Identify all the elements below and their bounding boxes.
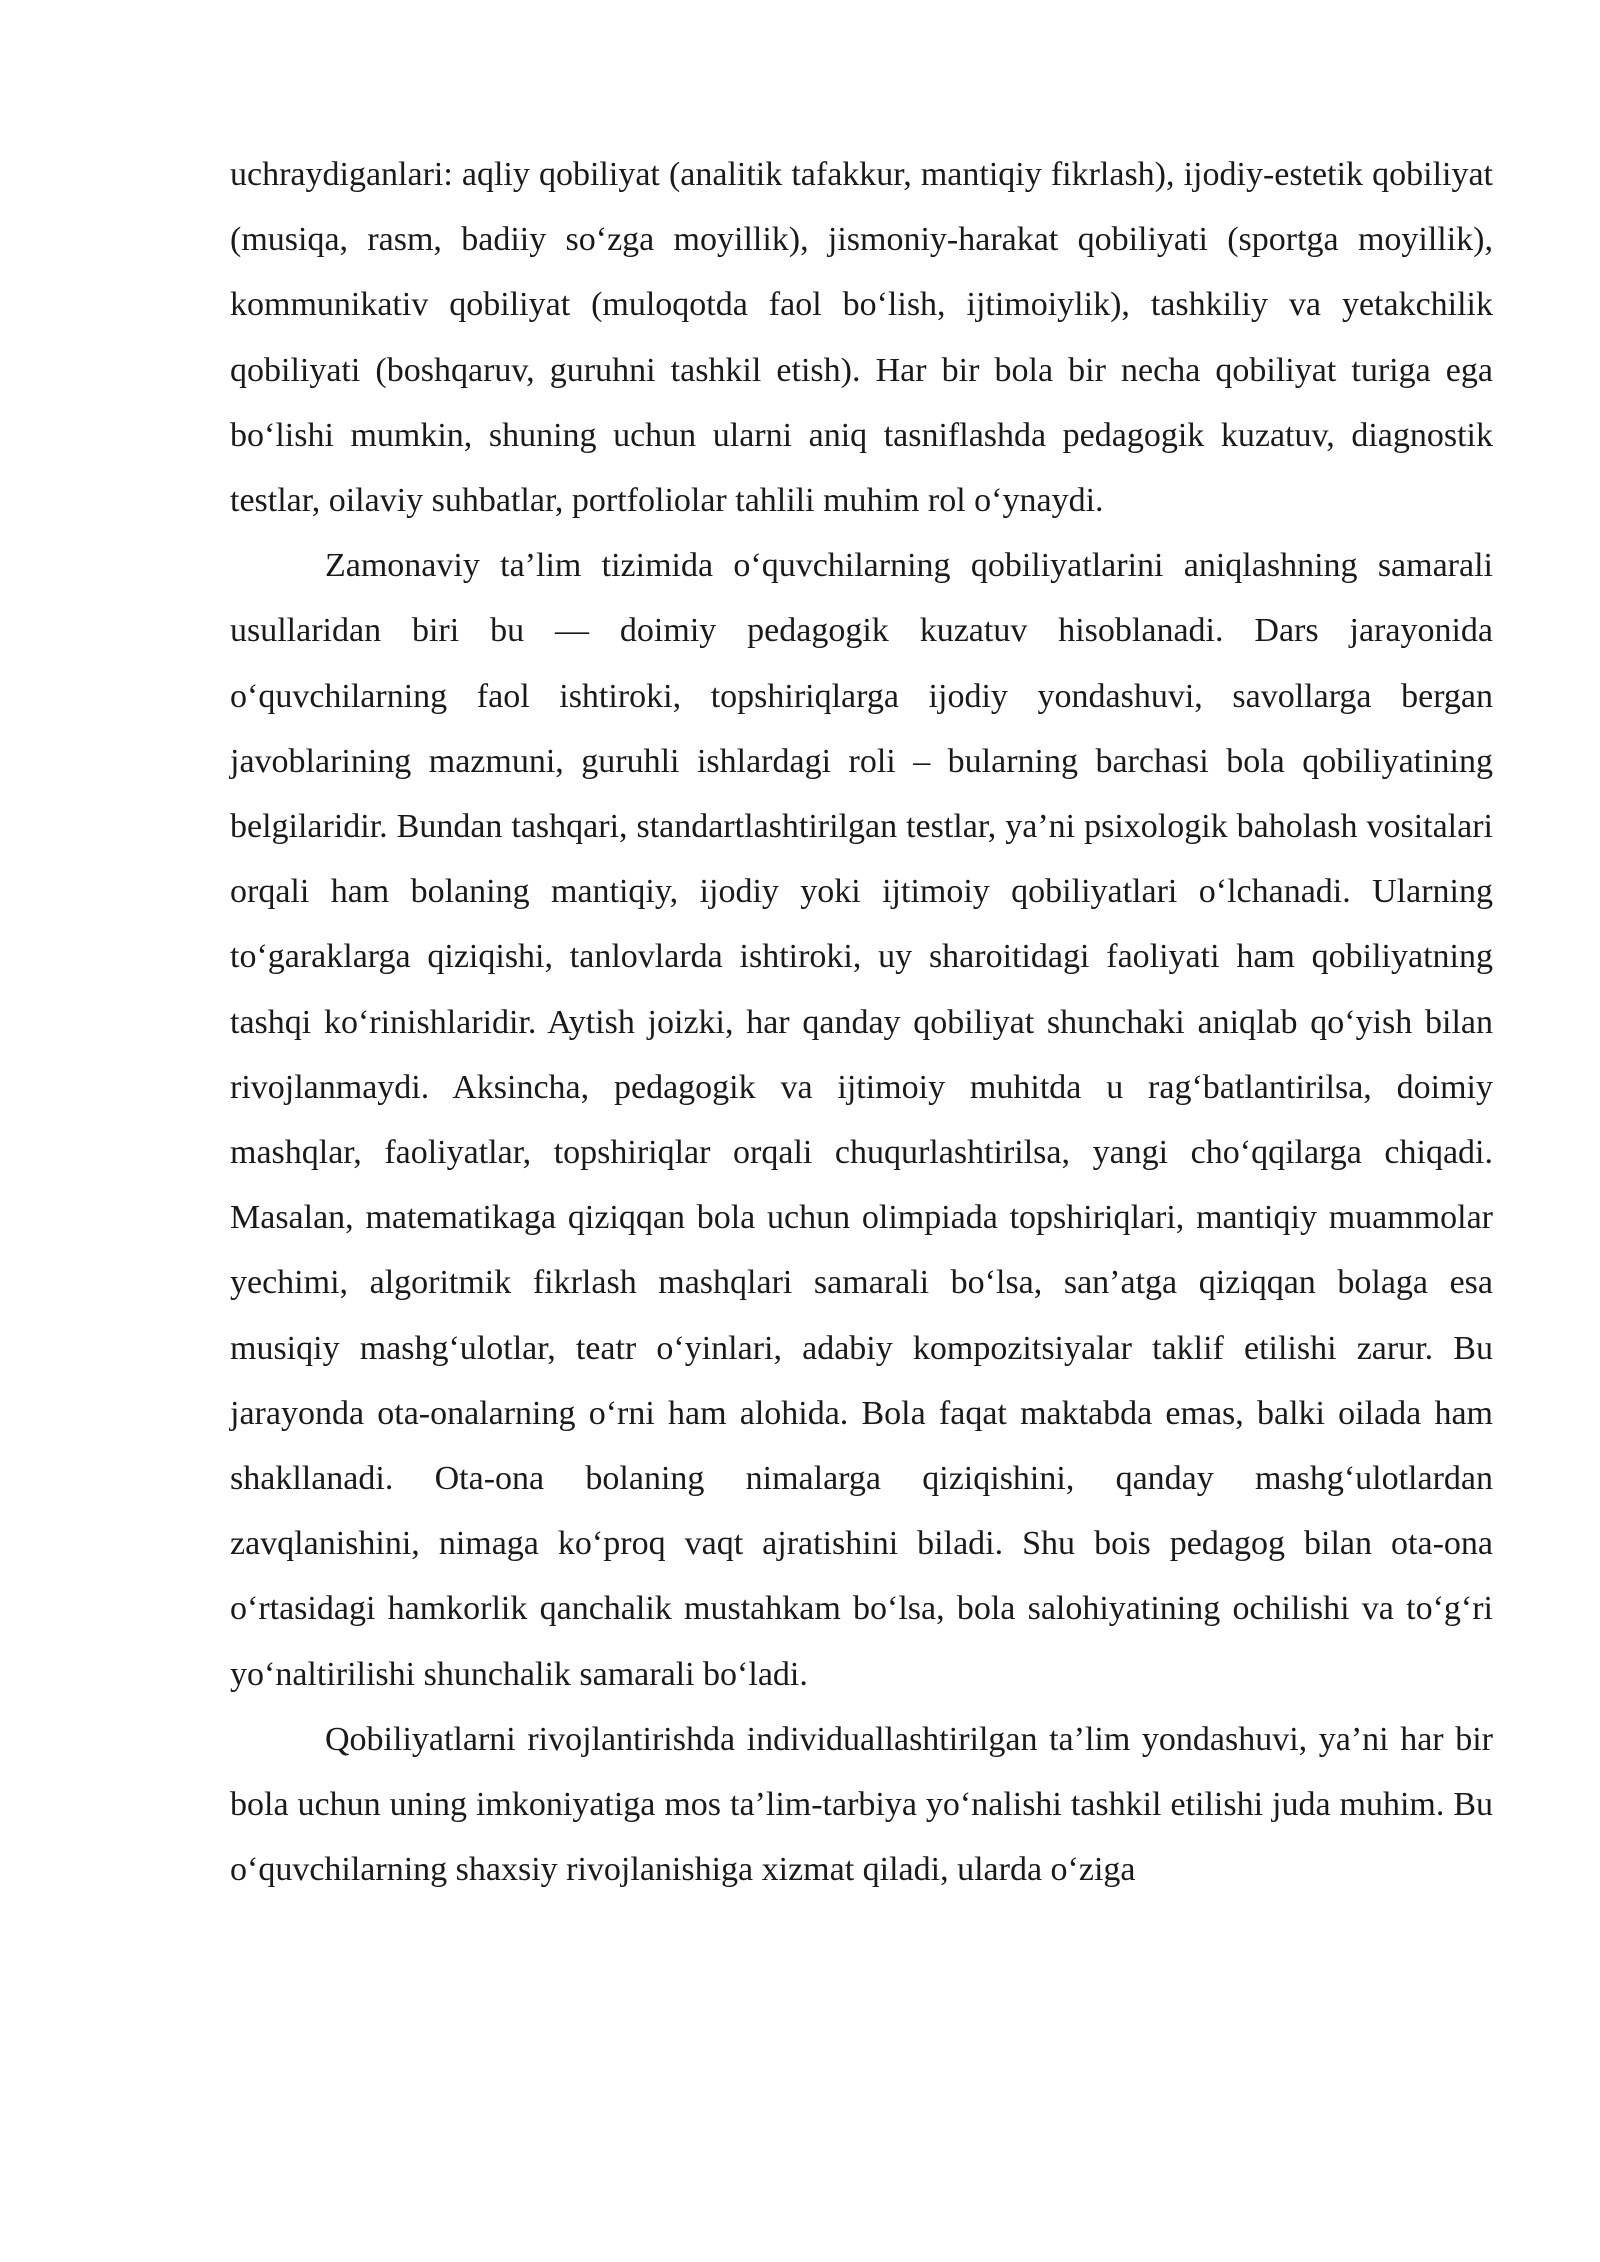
body-text xyxy=(230,142,1493,1902)
paragraph-3: Qobiliyatlarni rivojlantirishda individuallashtirilgan ta’lim yondashuvi, ya’ni har bir bola uchun uning imkoniyatiga mos ta’lim-tarbiya yo‘nalishi tashkil etilishi juda muhim. Bu o‘quvchilarning shaxsiy rivojlanishiga xizmat qiladi, ularda o‘ziga xyxy=(230,1720,1493,1889)
paragraph-2: Zamonaviy ta’lim tizimida o‘quvchilarning qobiliyatlarini aniqlashning samarali usullaridan biri bu — doimiy pedagogik kuzatuv hisoblanadi. Dars jarayonida o‘quvchilarning faol ishtiroki, topshiriqlarga ijodiy yondashuvi, savollarga bergan javoblarining mazmuni, guruhli ishlardagi roli – bularning barchasi bola qobiliyatining belgilaridir. Bundan tashqari, standartlashtirilgan testlar, ya’ni psixologik baholash vositalari orqali ham bolaning mantiqiy, ijodiy yoki ijtimoiy qobiliyatlari o‘lchanadi. Ularning to‘garaklarga qiziqishi, tanlovlarda ishtiroki, uy sharoitidagi faoliyati ham qobiliyatning tashqi ko‘rinishlaridir. Aytish joizki, har qanday qobiliyat shunchaki aniqlab qo‘yish bilan rivojlanmaydi. Aksincha, pedagogik va ijtimoiy muhitda u rag‘batlantirilsa, doimiy mashqlar, faoliyatlar, topshiriqlar orqali chuqurlashtirilsa, yangi cho‘qqilarga chiqadi. Masalan, matematikaga qiziqqan bola uchun olimpiada topshiriqlari, mantiqiy muammolar yechimi, algoritmik fikrlash mashqlari samarali bo‘lsa, san’atga qiziqqan bolaga esa musiqiy mashg‘ulotlar, teatr o‘yinlari, adabiy kompozitsiyalar taklif etilishi zarur. Bu jarayonda ota-onalarning o‘rni ham alohida. Bola faqat maktabda emas, balki oilada ham shakllanadi. Ota-ona bolaning nimalarga qiziqishini, qanday mashg‘ulotlardan zavqlanishini, nimaga ko‘proq vaqt ajratishini biladi. Shu bois pedagog bilan ota-ona o‘rtasidagi hamkorlik qanchalik mustahkam bo‘lsa, bola salohiyatining ochilishi va to‘g‘ri yo‘naltirilishi shunchalik samarali bo‘ladi. xyxy=(230,547,1493,1693)
paragraph-1: uchraydiganlari: aqliy qobiliyat (analitik tafakkur, mantiqiy fikrlash), ijodiy-estetik qobiliyat (musiqa, rasm, badiiy so‘zga moyillik), jismoniy-harakat qobiliyati (sportga moyillik), kommunikativ qobiliyat (muloqotda faol bo‘lish, ijtimoiylik), tashkiliy va yetakchilik qobiliyati (boshqaruv, guruhni tashkil etish). Har bir bola bir necha qobiliyat turiga ega bo‘lishi mumkin, shuning uchun ularni aniq tasniflashda pedagogik kuzatuv, diagnostik testlar, oilaviy suhbatlar, portfoliolar tahlili muhim rol o‘ynaydi. xyxy=(230,156,1493,520)
